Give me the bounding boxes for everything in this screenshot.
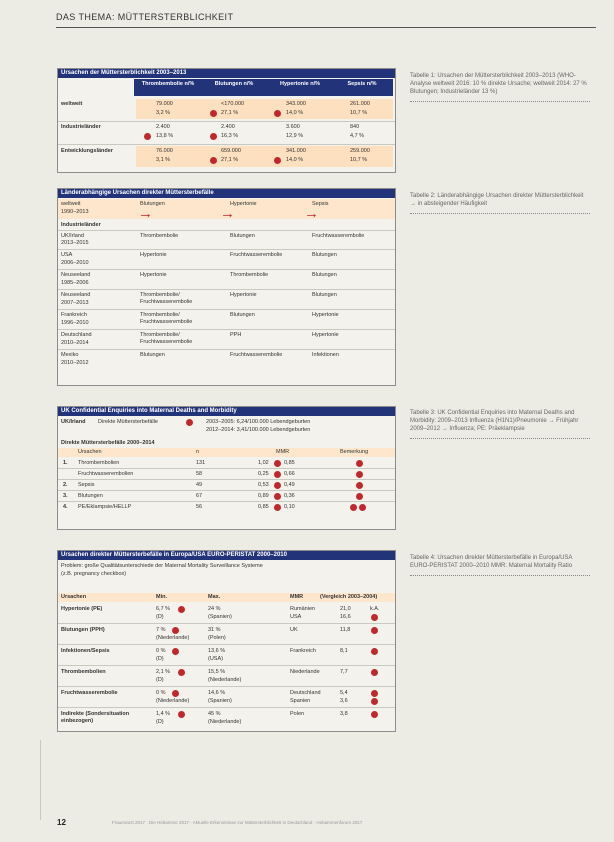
table-4-cause: Indirekte (Sondersituation einbezogen) [61,711,130,724]
caption-table-2 [410,192,590,214]
table-3-mmr-b: 0,49 [284,482,295,488]
table-4-mmr: 5,4 [340,690,348,696]
table-4-mmr: 11,8 [340,627,351,633]
caption-divider [410,208,590,214]
table-1 [57,68,396,173]
table-1-title: Ursachen der Müttersterblichkeit 2003–2013 [58,69,395,78]
table-1-row-label: weltweit [61,101,83,107]
cause-cell: Hypertonie [140,252,167,258]
cause-cell: Hypertonie [230,292,257,298]
world-years: 1990–2013 [61,209,89,215]
row-divider [58,623,395,624]
cause-cell: Hypertonie [312,312,339,318]
country-name: Neuseeland [61,292,91,298]
table-4-country: Deutschland [290,690,321,696]
warning-dot-icon [210,157,217,164]
world-cause: Sepsis [312,201,329,207]
table-1-cell: 261.000 [350,101,370,107]
table-4-cause: Infektionen/Sepsis [61,648,110,654]
caption-text: Tabelle 1: Ursachen der Müttersterblichkeit 2003–2013 (WHO-Analyse weltweit 2016: 10 % direkte Ursache; weltweit 2014: 27 % Blutungen; Industrieländer 13 %) [410,73,587,95]
table-1-cell: 2.400 [156,124,170,130]
warning-dot-icon [172,648,179,655]
table-3-note: 2012–2014: 3,41/100.000 Lebendgeburten [206,427,311,433]
table-3-title: UK Confidential Enquiries into Maternal Deaths and Morbidity [58,407,395,416]
warning-dot-icon [356,471,363,478]
table-1-cell: 659.000 [221,148,241,154]
warning-dot-icon [274,504,281,511]
table-4-max-country: (Spanien) [208,614,232,620]
page-number: 12 [57,818,66,827]
table-4-cause: Fruchtwasserembolie [61,690,118,696]
table-4-col-header: Min. [156,594,167,600]
table-3-mmr-b: 0,66 [284,471,295,477]
cause-cell: Thrombembolie/ Fruchtwasserembolie [140,292,193,305]
table-1-cell: 14,0 % [286,157,304,163]
warning-dot-icon [356,460,363,467]
table-1-col-header: Blutungen n/% [214,81,254,87]
country-name: USA [61,252,73,258]
table-3-col-header: Bemerkung [340,449,369,455]
row-divider [58,289,395,290]
cause-cell: PPH [230,332,242,338]
row-divider [58,230,395,231]
warning-dot-icon [178,606,185,613]
row-divider [58,707,395,708]
warning-dot-icon [371,698,378,705]
table-3-mmr-a: 1,02 [258,460,269,466]
industrie-label: Industrieländer [61,222,101,228]
warning-dot-icon [274,493,281,500]
table-4-min-country: (Niederlande) [156,698,190,704]
row-divider [58,665,395,666]
row-divider [58,490,395,491]
warning-dot-icon [172,627,179,634]
table-3-mmr-a: 0,53 [258,482,269,488]
table-4-intro: (z.B. pregnancy checkbox) [61,571,127,577]
cause-cell: Hypertonie [140,272,167,278]
country-years: 2006–2010 [61,260,89,266]
table-3-cause: Fruchtwasserembolien [78,471,134,477]
warning-dot-icon [350,504,357,511]
warning-dot-icon [371,711,378,718]
table-1-cell: 14,0 % [286,110,304,116]
table-3-rank: 2. [63,482,68,488]
table-3 [57,406,396,530]
table-3-n: 58 [196,471,203,477]
row-divider [58,249,395,250]
table-4-min: 6,7 % [156,606,171,612]
row-divider [58,468,395,469]
cause-cell: Blutungen [230,312,255,318]
cause-cell: Fruchtwasserembolie [312,233,365,239]
table-3-cause: Thrombembolien [78,460,120,466]
table-4-max: 15,5 % [208,669,226,675]
table-4-min: 2,1 % [156,669,171,675]
table-1-cell: 79.000 [156,101,173,107]
warning-dot-icon [144,133,151,140]
table-1-cell: 4,7 % [350,133,365,139]
country-years: 1996–2010 [61,320,89,326]
table-3-col-header: Ursachen [78,449,102,455]
table-3-col-header: MMR [276,449,290,455]
country-name: Frankreich [61,312,87,318]
table-3-n: 49 [196,482,203,488]
warning-dot-icon [178,711,185,718]
table-3-rank: 1. [63,460,68,466]
table-4-country: Rumänien [290,606,316,612]
table-4-mmr: 8,1 [340,648,348,654]
cause-cell: Thrombembolie/ Fruchtwasserembolie [140,332,193,345]
warning-dot-icon [274,110,281,117]
table-4-min: 0 % [156,648,166,654]
row-divider [58,121,395,122]
table-4-country: Polen [290,711,305,717]
arrow-right-icon: → [304,205,319,222]
table-4-col-header: Max. [208,594,221,600]
caption-divider [410,570,590,576]
table-1-col-header: Sepsis n/% [347,81,377,87]
table-1-cell: 10,7 % [350,110,368,116]
row-divider [58,501,395,502]
row-divider [58,144,395,145]
table-4-max: 31 % [208,627,221,633]
row-divider [58,686,395,687]
table-3-mmr-b: 0,10 [284,504,295,510]
table-4-min-country: (D) [156,614,164,620]
country-years: 2010–2012 [61,360,89,366]
arrow-right-icon: → [220,205,235,222]
table-1-col-header: Thrombembolie n/% [141,81,195,87]
table-1-row-label: Entwicklungsländer [61,148,113,154]
table-4-max-country: (Niederlande) [208,677,242,683]
table-1-row-label: Industrieländer [61,124,101,130]
table-3-mmr-a: 0,89 [258,493,269,499]
table-4-max-country: (Polen) [208,635,226,641]
margin-rule [40,740,41,820]
table-4-country: Frankreich [290,648,316,654]
table-4-max: 24 % [208,606,221,612]
table-1-cell: 840 [350,124,360,130]
cause-cell: Fruchtwasserembolie [230,352,283,358]
cause-cell: Thrombembolie [230,272,269,278]
caption-text: Tabelle 3: UK Confidential Enquiries into Maternal Deaths and Morbidity: 2009–2013 Influenza (H1N1)/Pneumonie → Frühjahr 2009–2012 → Influenza; PE: Präeklampsie [410,410,579,432]
table-3-n: 56 [196,504,203,510]
page-header: DAS THEMA: MÜTTERSTERBLICHKEIT [56,12,234,22]
table-4-min-country: (D) [156,656,164,662]
table-4-country: Niederlande [290,669,320,675]
table-1-cell: 16,3 % [221,133,239,139]
caption-divider [410,433,590,439]
table-4-min-country: (D) [156,677,164,683]
table-4-cause: Hypertonie (PE) [61,606,103,612]
cause-cell: Hypertonie [312,332,339,338]
table-4-max-country: (Spanien) [208,698,232,704]
table-4-max: 13,6 % [208,648,226,654]
table-4-mmr: 3,8 [340,711,348,717]
table-3-n: 131 [196,460,206,466]
table-1-cell: 13,8 % [156,133,174,139]
row-divider [58,479,395,480]
country-years: 2010–2014 [61,340,89,346]
warning-dot-icon [356,493,363,500]
warning-dot-icon [178,669,185,676]
table-4-mmr: 21,0 [340,606,351,612]
table-3-n: 67 [196,493,203,499]
table-4-intro: Problem: große Qualitätsunterschiede der Maternal Mortality Surveillance Systeme [61,563,263,569]
footer-citation: Frauenarzt 2017 · Die Hebamme 2017 · Aktuelle Erkenntnisse zur Müttersterblichkeit in Deutschland · Hebammenforum 2017 [112,820,363,825]
row-divider [58,269,395,270]
table-4-max-country: (USA) [208,656,223,662]
cause-cell: Fruchtwasserembolie [230,252,283,258]
table-4-col-header: MMR [290,594,304,600]
table-3-lead: UK/Irland [61,419,86,425]
warning-dot-icon [371,614,378,621]
table-1-cell: 259.000 [350,148,370,154]
row-divider [58,644,395,645]
country-years: 2007–2013 [61,300,89,306]
table-3-cause: PE/Eklampsie/HELLP [78,504,132,510]
warning-dot-icon [210,110,217,117]
table-4-mmr: 7,7 [340,669,348,675]
row-divider [58,329,395,330]
table-4-cause: Blutungen (PPH) [61,627,105,633]
country-years: 1985–2006 [61,280,89,286]
table-4 [57,550,396,732]
table-3-mmr-a: 0,25 [258,471,269,477]
table-1-cell: <170.000 [221,101,245,107]
warning-dot-icon [371,648,378,655]
table-4-mmr: 3,6 [340,698,348,704]
warning-dot-icon [274,471,281,478]
warning-dot-icon [371,690,378,697]
table-4-min: 7 % [156,627,166,633]
cause-cell: Blutungen [230,233,255,239]
row-divider [58,309,395,310]
warning-dot-icon [172,690,179,697]
warning-dot-icon [359,504,366,511]
table-3-mmr-b: 0,36 [284,493,295,499]
table-3-note: 2003–2005: 6,24/100.000 Lebendgeburten [206,419,311,425]
caption-divider [410,96,590,102]
table-4-min: 0 % [156,690,166,696]
table-1-cell: 27,1 % [221,110,239,116]
table-4-mmr: 16,6 [340,614,351,620]
table-1-cell: 343.000 [286,101,306,107]
table-4-max: 45 % [208,711,221,717]
cause-cell: Infektionen [312,352,339,358]
cause-cell: Thrombembolie/ Fruchtwasserembolie [140,312,193,325]
cause-cell: Blutungen [312,272,337,278]
table-1-col-header: Hypertonie n/% [279,81,321,87]
caption-text: Tabelle 4: Ursachen direkter Müttersterbefälle in Europa/USA EURO-PERISTAT 2000–2010 MMR: Maternal Mortality Ratio [410,555,573,569]
warning-dot-icon [371,669,378,676]
warning-dot-icon [274,482,281,489]
country-name: UK/Irland [61,233,84,239]
caption-table-4 [410,554,590,576]
table-1-cell: 3,2 % [156,110,171,116]
table-3-cause: Sepsis [78,482,95,488]
table-3-rank: 4. [63,504,68,510]
table-4-col-header: Ursachen [61,594,87,600]
header-rule [56,27,596,28]
caption-text: Tabelle 2: Länderabhängige Ursachen direkter Müttersterblichkeit → in absteigender Häufigkeit [410,193,584,207]
table-4-max: 14,6 % [208,690,226,696]
table-1-cell: 3.600 [286,124,300,130]
warning-dot-icon [186,419,193,426]
cause-cell: Thrombembolie [140,233,179,239]
table-4-min: 1,4 % [156,711,171,717]
world-label: weltweit [61,201,81,207]
table-1-cell: 12,9 % [286,133,304,139]
table-3-cause: Blutungen [78,493,103,499]
table-3-lead-2: Direkte Müttersterbefälle [98,419,158,425]
warning-dot-icon [274,157,281,164]
arrow-right-icon: → [138,205,153,222]
table-3-mmr-a: 0,85 [258,504,269,510]
warning-dot-icon [274,460,281,467]
table-3-mmr-b: 0,85 [284,460,295,466]
table-3-col-header: n [196,449,200,455]
caption-table-1 [410,72,590,102]
table-4-cause: Thrombembolien [61,669,106,675]
table-4-min-country: (Niederlande) [156,635,190,641]
caption-table-3 [410,409,590,439]
table-4-col-header: (Vergleich 2003–2004) [320,594,378,600]
table-3-rank: 3. [63,493,68,499]
table-4-mmr-note: k.A. [370,606,380,612]
cause-cell: Blutungen [140,352,165,358]
table-4-min-country: (D) [156,719,164,725]
table-1-cell: 3,1 % [156,157,171,163]
table-4-country: Spanien [290,698,311,704]
cause-cell: Blutungen [312,252,337,258]
country-name: Mexiko [61,352,79,358]
table-2-title: Länderabhängige Ursachen direkter Müttersterbefälle [58,189,395,198]
warning-dot-icon [356,482,363,489]
cause-cell: Blutungen [312,292,337,298]
table-4-title: Ursachen direkter Müttersterbefälle in Europa/USA EURO-PERISTAT 2000–2010 [58,551,395,560]
country-name: Deutschland [61,332,92,338]
table-4-country: USA [290,614,302,620]
warning-dot-icon [210,133,217,140]
table-4-country: UK [290,627,298,633]
country-name: Neuseeland [61,272,91,278]
table-2 [57,188,396,386]
table-1-cell: 341.000 [286,148,306,154]
table-1-cell: 10,7 % [350,157,368,163]
table-1-cell: 27,1 % [221,157,239,163]
table-1-cell: 2.400 [221,124,235,130]
warning-dot-icon [371,627,378,634]
row-divider [58,349,395,350]
table-3-subtitle: Direkte Müttersterbefälle 2000–2014 [61,440,155,446]
world-cause: Blutungen [140,201,165,207]
table-4-max-country: (Niederlande) [208,719,242,725]
table-1-cell: 76.000 [156,148,173,154]
world-cause: Hypertonie [230,201,257,207]
country-years: 2013–2015 [61,240,89,246]
